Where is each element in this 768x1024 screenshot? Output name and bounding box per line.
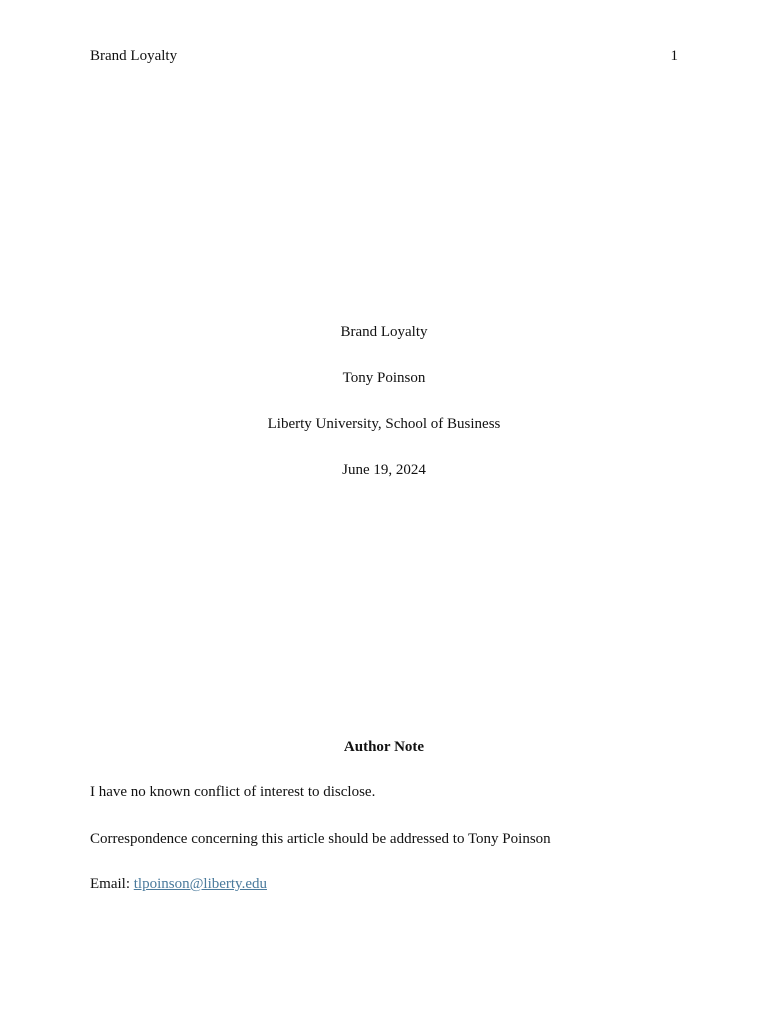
correspondence-statement: Correspondence concerning this article should be addressed to Tony Poinson xyxy=(90,831,551,847)
author-note-heading: Author Note xyxy=(343,739,425,755)
author-affiliation: Liberty University, School of Business xyxy=(267,416,501,432)
email-line xyxy=(90,875,267,893)
paper-date: June 19, 2024 xyxy=(342,462,426,478)
paper-title: Brand Loyalty xyxy=(340,324,428,340)
running-head: Brand Loyalty xyxy=(90,48,178,64)
email-link[interactable]: tlpoinson@liberty.edu xyxy=(133,876,267,892)
page-number: 1 xyxy=(670,48,678,64)
conflict-of-interest-statement: I have no known conflict of interest to disclose. xyxy=(90,784,376,800)
email-label: Email: xyxy=(90,876,134,892)
author-name: Tony Poinson xyxy=(342,370,426,386)
